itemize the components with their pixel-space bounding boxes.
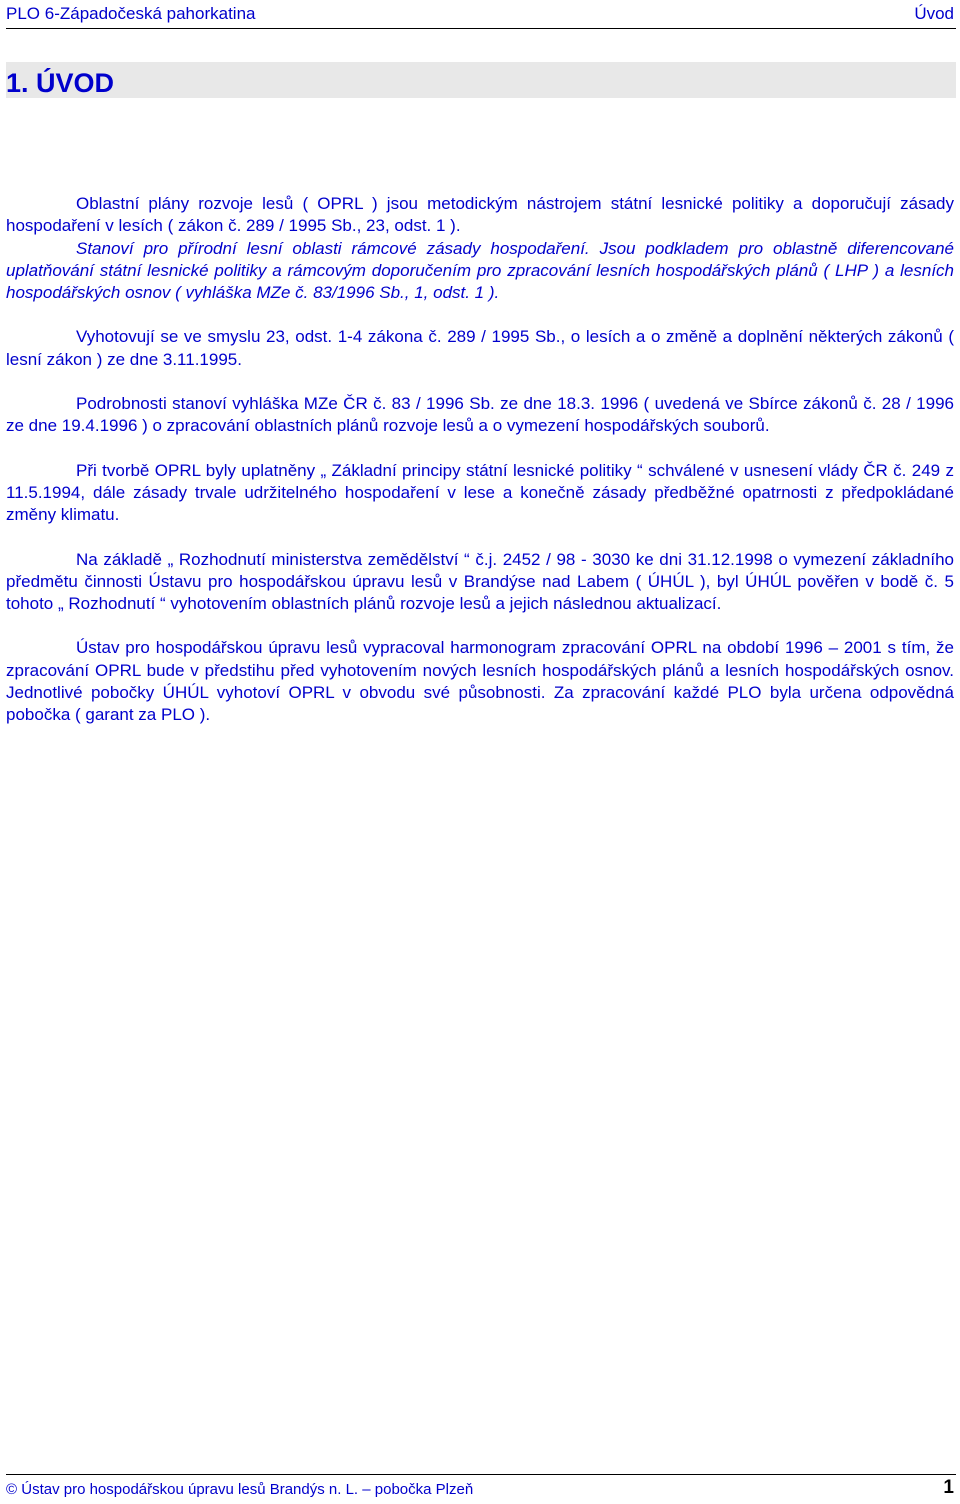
paragraph-principles: Při tvorbě OPRL byly uplatněny „ Základní principy státní lesnické politiky “ schválené v usnesení vlády ČR č. 249 z 11.5.1994, dále zásady trvale udržitelného hospodaření v lese a konečně zásady předběžné opatrnosti z předpokládané změny klimatu. bbox=[6, 460, 954, 525]
page-number: 1 bbox=[943, 1477, 954, 1498]
footer-organization: Ústav pro hospodářskou úpravu lesů Brandýs n. L. – pobočka Plzeň bbox=[21, 1481, 474, 1498]
paragraph-intro-italic: Stanoví pro přírodní lesní oblasti rámcové zásady hospodaření. Jsou podkladem pro oblastně diferencované uplatňování státní lesnické politiky a rámcovým doporučením pro zpracování lesních hospodářských plánů ( LHP ) a lesních hospodářských osnov ( vyhláška MZe č. 83/1996 Sb., 1, odst. 1 ). bbox=[6, 238, 954, 303]
copyright-icon: © bbox=[6, 1481, 18, 1498]
page-header bbox=[6, 2, 956, 29]
header-document-title: PLO 6-Západočeská pahorkatina bbox=[6, 4, 256, 23]
body-text bbox=[6, 193, 954, 727]
paragraph-legal-basis: Vyhotovují se ve smyslu 23, odst. 1-4 zákona č. 289 / 1995 Sb., o lesích a o změně a doplnění některých zákonů ( lesní zákon ) ze dne 3.11.1995. bbox=[6, 327, 954, 369]
page-footer bbox=[6, 1474, 956, 1501]
paragraph-schedule: Ústav pro hospodářskou úpravu lesů vypracoval harmonogram zpracování OPRL na období 1996 – 2001 s tím, že zpracování OPRL bude v předstihu před vyhotovením nových lesních hospodářských plánů a lesních hospodářských osnov. Jednotlivé pobočky ÚHÚL vyhotoví OPRL v obvodu své působnosti. Za zpracování každé PLO byla určena odpovědná pobočka ( garant za PLO ). bbox=[6, 638, 954, 725]
chapter-heading: 1. ÚVOD bbox=[6, 62, 956, 98]
header-section-name: Úvod bbox=[914, 4, 954, 23]
paragraph-intro: Oblastní plány rozvoje lesů ( OPRL ) jsou metodickým nástrojem státní lesnické politiky a doporučují zásady hospodaření v lesích ( zákon č. 289 / 1995 Sb., 23, odst. 1 ). bbox=[6, 194, 954, 236]
footer-text-group bbox=[6, 1481, 473, 1498]
paragraph-regulation-details: Podrobnosti stanoví vyhláška MZe ČR č. 83 / 1996 Sb. ze dne 18.3. 1996 ( uvedená ve Sbírce zákonů č. 28 / 1996 ze dne 19.4.1996 ) o zpracování oblastních plánů rozvoje lesů a o vymezení hospodářských souborů. bbox=[6, 394, 954, 436]
paragraph-ministry-decision: Na základě „ Rozhodnutí ministerstva zemědělství “ č.j. 2452 / 98 - 3030 ke dni 31.12.1998 o vymezení základního předmětu činnosti Ústavu pro hospodářskou úpravu lesů v Brandýse nad Labem ( ÚHÚL ), byl ÚHÚL pověřen v bodě č. 5 tohoto „ Rozhodnutí “ vyhotovením oblastních plánů rozvoje lesů a jejich následnou aktualizací. bbox=[6, 549, 954, 614]
